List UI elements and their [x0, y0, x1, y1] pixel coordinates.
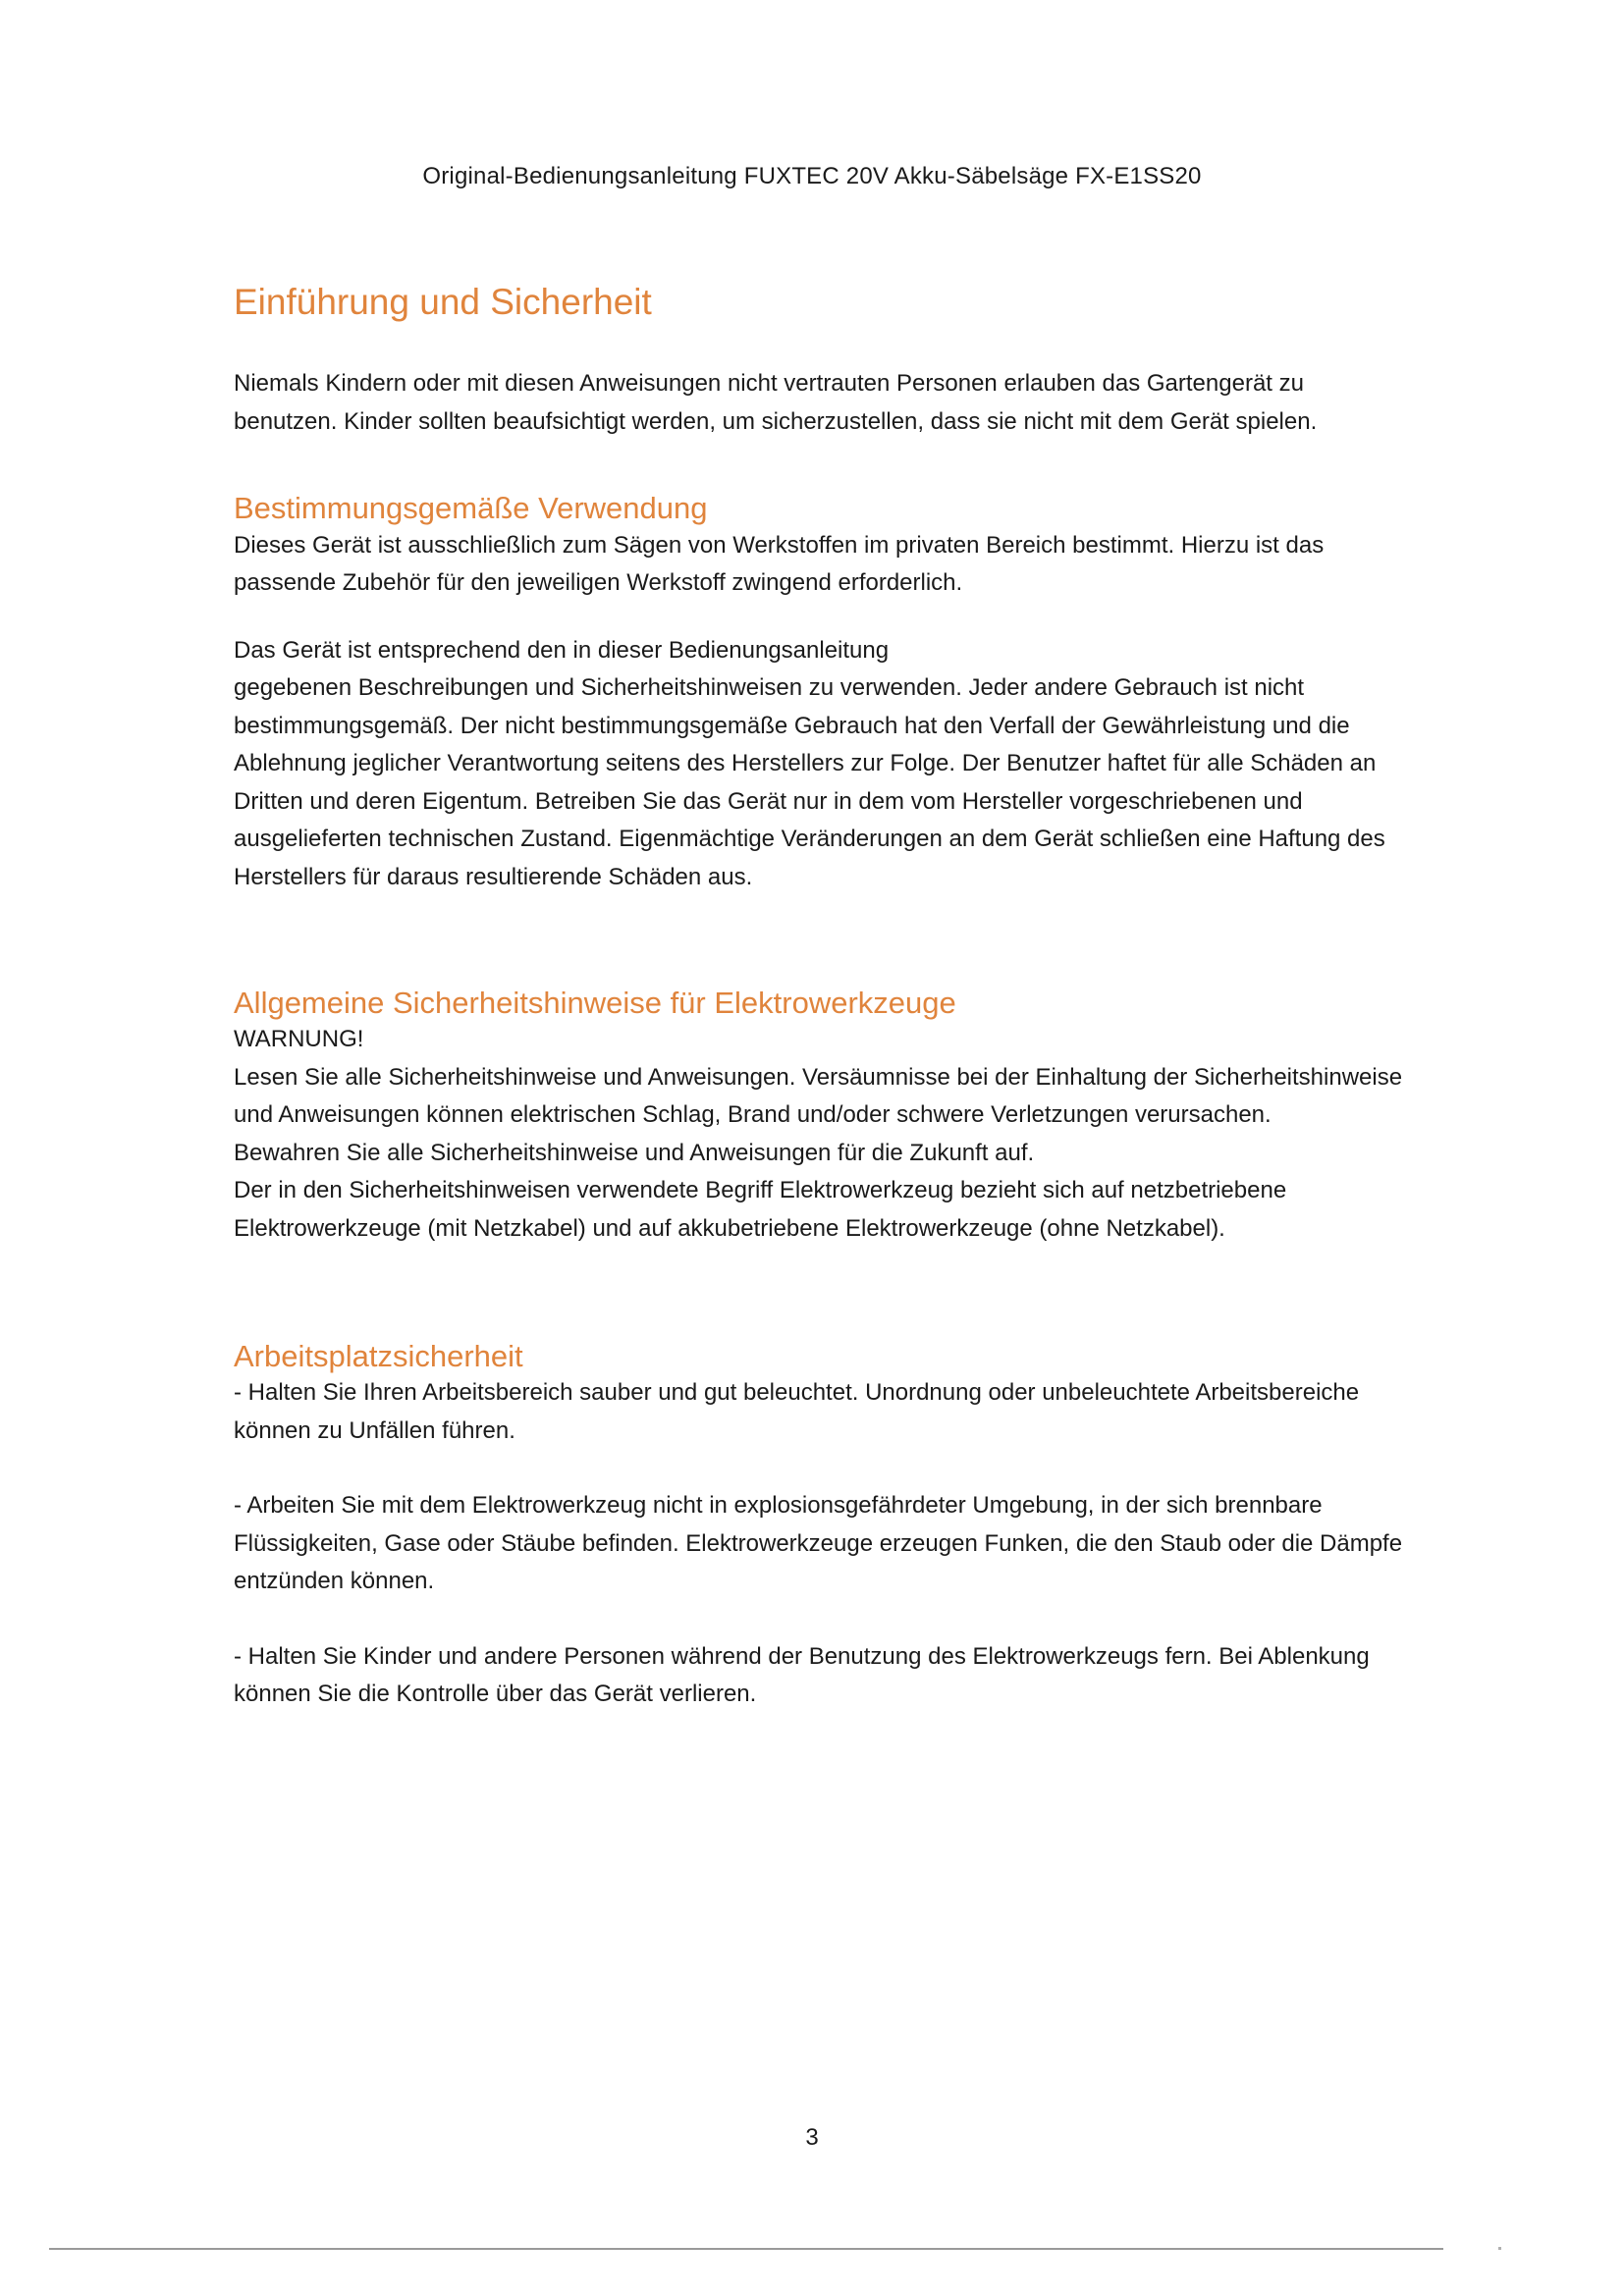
general-safety-block	[234, 1021, 1412, 1248]
workplace-item-2: - Arbeiten Sie mit dem Elektrowerkzeug nicht in explosionsgefährdeter Umgebung, in der sich brennbare Flüssigkeiten, Gase oder Stäube befinden. Elektrowerkzeuge erzeugen Funken, die den Staub oder die Dämpfe entzünden können.	[234, 1492, 1403, 1595]
workplace-item-3: - Halten Sie Kinder und andere Personen während der Benutzung des Elektrowerkzeugs fern. Bei Ablenkung können Sie die Kontrolle über das Gerät verlieren.	[234, 1642, 1370, 1708]
corner-mark	[1498, 2247, 1501, 2250]
footer-rule	[49, 2248, 1443, 2250]
paragraph-intended-use-1: Dieses Gerät ist ausschließlich zum Sägen von Werkstoffen im privaten Bereich bestimmt. Hierzu ist das passende Zubehör für den jeweiligen Werkstoff zwingend erforderlich.	[234, 531, 1325, 597]
general-safety-line-2: Bewahren Sie alle Sicherheitshinweise und Anweisungen für die Zukunft auf.	[234, 1139, 1035, 1166]
heading-workplace-safety: Arbeitsplatzsicherheit	[234, 1339, 523, 1374]
page-number: 3	[805, 2124, 819, 2151]
workplace-item-1: - Halten Sie Ihren Arbeitsbereich sauber und gut beleuchtet. Unordnung oder unbeleuchtete Arbeitsbereiche können zu Unfällen führen.	[234, 1379, 1360, 1444]
general-safety-line-3: Der in den Sicherheitshinweisen verwendete Begriff Elektrowerkzeug bezieht sich auf netzbetriebene Elektrowerkzeuge (mit Netzkabel) und auf akkubetriebene Elektrowerkzeuge (ohne Netzkabel).	[234, 1177, 1287, 1242]
heading-intended-use: Bestimmungsgemäße Verwendung	[234, 491, 708, 526]
paragraph-intended-use-2	[234, 632, 1412, 897]
page-content	[234, 281, 1412, 1751]
heading-introduction-safety: Einführung und Sicherheit	[234, 282, 652, 322]
paragraph-intended-use-2-line1: Das Gerät ist entsprechend den in dieser Bedienungsanleitung	[234, 636, 890, 664]
paragraph-intro: Niemals Kindern oder mit diesen Anweisungen nicht vertrauten Personen erlauben das Gartengerät zu benutzen. Kinder sollten beaufsichtigt werden, um sicherzustellen, dass sie nicht mit dem Gerät spielen.	[234, 370, 1318, 435]
general-safety-line-1: Lesen Sie alle Sicherheitshinweise und Anweisungen. Versäumnisse bei der Einhaltung der Sicherheitshinweise und Anweisungen können elektrischen Schlag, Brand und/oder schwere Verletzungen verursachen.	[234, 1063, 1403, 1129]
heading-general-safety: Allgemeine Sicherheitshinweise für Elektrowerkzeuge	[234, 986, 956, 1021]
paragraph-intended-use-2-rest: gegebenen Beschreibungen und Sicherheitshinweisen zu verwenden. Jeder andere Gebrauch ist nicht bestimmungsgemäß. Der nicht bestimmungsgemäße Gebrauch hat den Verfall der Gewährleistung und die Ablehnung jeglicher Verantwortung seitens des Herstellers zur Folge. Der Benutzer haftet für alle Schäden an Dritten und deren Eigentum. Betreiben Sie das Gerät nur in dem vom Hersteller vorgeschriebenen und ausgelieferten technischen Zustand. Eigenmächtige Veränderungen an dem Gerät schließen eine Haftung des Herstellers für daraus resultierende Schäden aus.	[234, 674, 1385, 890]
running-header: Original-Bedienungsanleitung FUXTEC 20V Akku-Säbelsäge FX-E1SS20	[422, 163, 1202, 189]
warning-label: WARNUNG!	[234, 1026, 364, 1053]
